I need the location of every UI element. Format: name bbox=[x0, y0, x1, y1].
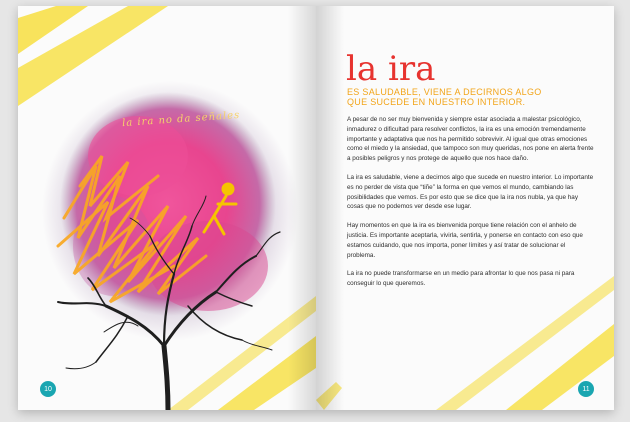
paragraph: A pesar de no ser muy bienvenida y siempre estar asociada a malestar psicológico, inmadurez o dificultad para resolver conflictos, la ira es una emoción tremendamente importante y adaptativa que nos ha permitido sobrevivir. Al igual que otras emociones como el miedo y la ansiedad, que tampoco son muy queridas, nos pone en alerta frente a posibles peligros y nos protege de aquello que nos hace daño. bbox=[347, 116, 594, 163]
page-number-left: 10 bbox=[40, 381, 56, 397]
page-number-right: 11 bbox=[578, 381, 594, 397]
paragraph: Hay momentos en que la ira es bienvenida porque tiene relación con el anhelo de justicia. Es importante aceptarla, vivirla, sentirla, y ponerse en contacto con eso que estamos cuidando, que nos importa, poner límites y así tratar de solucionar el problema. bbox=[347, 222, 583, 259]
body-text bbox=[347, 115, 595, 298]
right-page bbox=[316, 6, 614, 410]
paragraph: La ira no puede transformarse en un medio para afrontar lo que nos pasa ni para conseguir lo que queremos. bbox=[347, 270, 575, 288]
subtitle-line-2: QUE SUCEDE EN NUESTRO INTERIOR. bbox=[347, 97, 526, 107]
spine-shadow-left bbox=[288, 6, 316, 410]
page-title: la ira bbox=[346, 49, 436, 89]
illustration bbox=[18, 6, 316, 410]
handwritten-caption: la ira no da señales bbox=[121, 109, 241, 130]
spine-shadow-right bbox=[316, 6, 344, 410]
subtitle bbox=[347, 87, 547, 107]
subtitle-line-1: ES SALUDABLE, VIENE A DECIRNOS ALGO bbox=[347, 87, 542, 97]
paragraph: La ira es saludable, viene a decirnos algo que sucede en nuestro interior. Lo importante es no perder de vista que “tiñe” la forma en que vemos el mundo, cambiando las posibilidades que vemos. Es por esto que se dice que la ira nos nubla, ya que hay cosas que no podemos ver desde ese lugar. bbox=[347, 173, 594, 211]
open-book bbox=[18, 6, 614, 410]
left-page bbox=[18, 6, 316, 410]
